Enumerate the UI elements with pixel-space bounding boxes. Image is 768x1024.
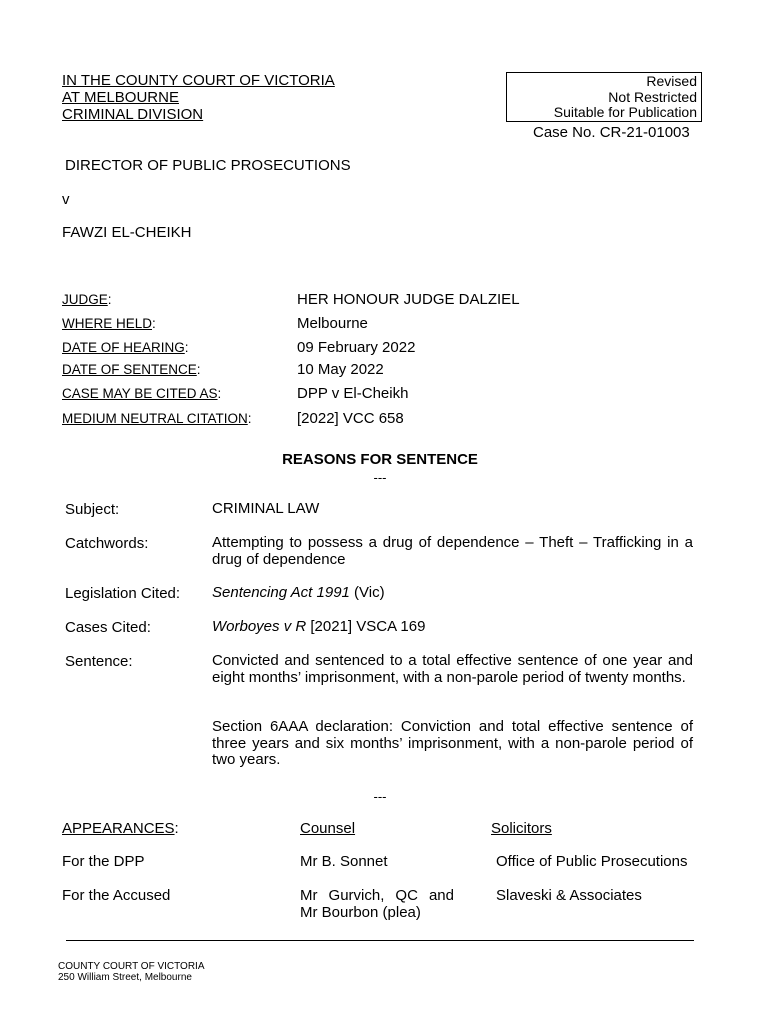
status-publication: Suitable for Publication	[553, 104, 697, 120]
cases-label: Cases Cited:	[65, 619, 151, 636]
counsel-header: Counsel	[300, 820, 356, 837]
appearance-solicitors-dpp: Office of Public Prosecutions	[496, 853, 688, 870]
legislation-value: Sentencing Act 1991 (Vic)	[212, 584, 385, 601]
status-restriction: Not Restricted	[608, 88, 697, 105]
versus-label: v	[62, 191, 70, 208]
case-number: Case No. CR-21-01003	[533, 124, 690, 141]
court-location: AT MELBOURNE	[62, 89, 179, 106]
judge-value: HER HONOUR JUDGE DALZIEL	[297, 291, 520, 308]
judge-label: JUDGE:	[62, 292, 112, 307]
catchwords-value: Attempting to possess a drug of dependence – Theft – Trafficking in a drug of dependence	[212, 534, 693, 568]
subject-label: Subject:	[65, 501, 120, 518]
section-separator: ---	[373, 789, 387, 804]
appearance-party-dpp: For the DPP	[62, 853, 145, 870]
catchwords-label: Catchwords:	[65, 535, 149, 552]
footer-divider	[66, 940, 694, 941]
heading-separator: ---	[373, 470, 387, 485]
sentence-paragraph-1: Convicted and sentenced to a total effective sentence of one year and eight months’ imprisonment, with a non-parole period of twenty months.	[212, 652, 693, 686]
citation-label: MEDIUM NEUTRAL CITATION:	[62, 411, 252, 426]
court-name: IN THE COUNTY COURT OF VICTORIA	[62, 72, 335, 89]
status-revised: Revised	[646, 73, 697, 89]
date-of-sentence-label: DATE OF SENTENCE:	[62, 362, 201, 377]
where-held-label: WHERE HELD:	[62, 316, 156, 331]
appearances-label: APPEARANCES:	[62, 820, 179, 837]
cited-as-label: CASE MAY BE CITED AS:	[62, 386, 222, 401]
cases-value: Worboyes v R [2021] VSCA 169	[212, 618, 426, 635]
where-held-value: Melbourne	[297, 315, 368, 332]
sentence-paragraph-2: Section 6AAA declaration: Conviction and total effective sentence of three years and six months’ imprisonment, with a non-parole period of two years.	[212, 718, 693, 768]
accused-name: FAWZI EL-CHEIKH	[62, 224, 192, 241]
subject-value: CRIMINAL LAW	[212, 500, 320, 517]
cited-as-value: DPP v El-Cheikh	[297, 385, 409, 402]
publication-status-box	[506, 72, 702, 122]
date-of-hearing-label: DATE OF HEARING:	[62, 340, 189, 355]
footer-court: COUNTY COURT OF VICTORIA	[58, 961, 205, 972]
appearance-counsel-accused: Mr Gurvich, QC and Mr Bourbon (plea)	[300, 887, 454, 921]
page-footer	[58, 961, 205, 983]
appearance-party-accused: For the Accused	[62, 887, 171, 904]
appearance-solicitors-accused: Slaveski & Associates	[496, 887, 642, 904]
legislation-label: Legislation Cited:	[65, 585, 181, 602]
footer-address: 250 William Street, Melbourne	[58, 972, 192, 983]
date-of-hearing-value: 09 February 2022	[297, 339, 416, 356]
appearance-counsel-dpp: Mr B. Sonnet	[300, 853, 388, 870]
court-division: CRIMINAL DIVISION	[62, 106, 204, 123]
court-header	[62, 72, 335, 123]
document-heading: REASONS FOR SENTENCE	[282, 451, 478, 468]
solicitors-header: Solicitors	[491, 820, 552, 837]
date-of-sentence-value: 10 May 2022	[297, 361, 384, 378]
prosecutor-name: DIRECTOR OF PUBLIC PROSECUTIONS	[65, 157, 351, 174]
citation-value: [2022] VCC 658	[297, 410, 404, 427]
sentence-label: Sentence:	[65, 653, 133, 670]
